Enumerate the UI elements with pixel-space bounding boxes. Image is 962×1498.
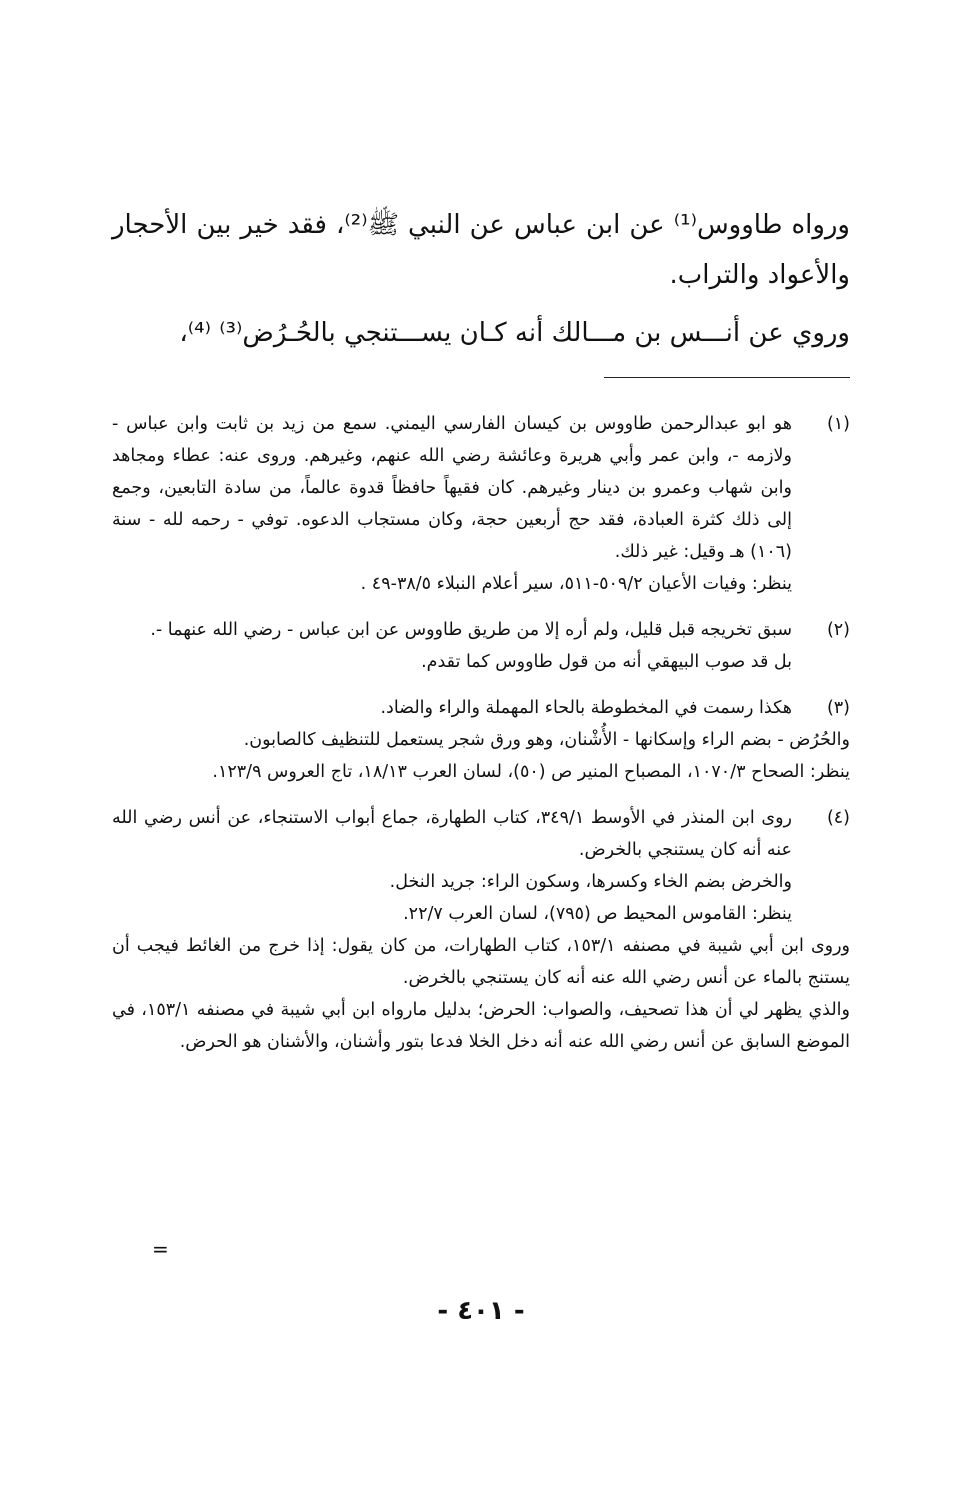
main-paragraph-1: ورواه طاووس⁽¹⁾ عن ابن عباس عن النبي ﷺ⁽²⁾، فقد خير بين الأحجار والأعواد والتراب. xyxy=(112,210,850,290)
footnote-number: (٣) xyxy=(826,698,850,718)
footnote-line: ينظر: وفيات الأعيان ٥٠٩/٢-٥١١، سير أعلام النبلاء ٣٨/٥-٤٩ . xyxy=(360,574,792,594)
footnote-line: ينظر: الصحاح ١٠٧٠/٣، المصباح المنير ص (٥٠)، لسان العرب ١٨/١٣، تاج العروس ١٢٣/٩. xyxy=(212,762,850,782)
footnote-number: (٢) xyxy=(826,620,850,640)
footnote-line: روى ابن المنذر في الأوسط ٣٤٩/١، كتاب الطهارة، جماع أبواب الاستنجاء، عن أنس رضي الله عنه أنه كان يستنجي بالخرض. xyxy=(112,808,793,860)
footnote-line: هو ابو عبدالرحمن طاووس بن كيسان الفارسي اليمني. سمع من زيد بن ثابت وابن عباس - ولازمه -، وابن عمر وأبي هريرة وعائشة رضي الله عنهم، وغيرهم. وروى عنه: عطاء ومجاهد وابن شهاب وعمرو بن دينار وغيرهم. كان فقيهاً حافظاً قدوة عالماً، من سادة التابعين، وجمع إلى ذلك كثرة العبادة، فقد حج أربعين حجة، وكان مستجاب الدعوه. توفي - رحمه لله - سنة (١٠٦) هـ وقيل: غير ذلك. xyxy=(112,414,792,562)
footnote-line: بل قد صوب البيهقي أنه من قول طاووس كما تقدم. xyxy=(421,652,792,672)
page-number: - ٤٠١ - xyxy=(437,1296,525,1326)
footnote-line: سبق تخريجه قبل قليل، ولم أره إلا من طريق طاووس عن ابن عباس - رضي الله عنهما -. xyxy=(150,620,792,640)
footnote-number: (٤) xyxy=(826,808,850,828)
continuation-mark: = xyxy=(152,1237,169,1261)
main-text xyxy=(112,200,850,358)
footnotes xyxy=(112,408,850,1072)
footnote-1 xyxy=(112,408,850,600)
footnote-line: ينظر: القاموس المحيط ص (٧٩٥)، لسان العرب ٢٢/٧. xyxy=(403,904,792,924)
footnote-line: هكذا رسمت في المخطوطة بالحاء المهملة والراء والضاد. xyxy=(380,698,792,718)
footnote-4 xyxy=(112,802,850,1058)
main-paragraph-2: وروي عن أنـــس بن مـــالك أنه كـان يســـتنجي بالحُـرُض⁽³⁾ ⁽⁴⁾، xyxy=(179,318,850,348)
footnote-line: وروى ابن أبي شيبة في مصنفه ١٥٣/١، كتاب الطهارات، من كان يقول: إذا خرج من الغائط فيجب أن يستنج بالماء عن أنس رضي الله عنه أنه كان يستنجي بالخرض. xyxy=(112,936,850,988)
footnote-line: والحُرُض - بضم الراء وإسكانها - الأُشْنان، وهو ورق شجر يستعمل للتنظيف كالصابون. xyxy=(243,730,850,750)
footnote-separator xyxy=(604,377,850,378)
footnote-line: والخرض بضم الخاء وكسرها، وسكون الراء: جريد النخل. xyxy=(389,872,792,892)
footnote-3 xyxy=(112,692,850,788)
footnote-line: والذي يظهر لي أن هذا تصحيف، والصواب: الحرض؛ بدليل مارواه ابن أبي شيبة في مصنفه ١٥٣/١، في الموضع السابق عن أنس رضي الله عنه أنه دخل الخلا فدعا بتور وأشنان، والأشنان هو الحرض. xyxy=(112,1000,850,1052)
footnote-2 xyxy=(112,614,850,678)
footnote-number: (١) xyxy=(826,414,850,434)
